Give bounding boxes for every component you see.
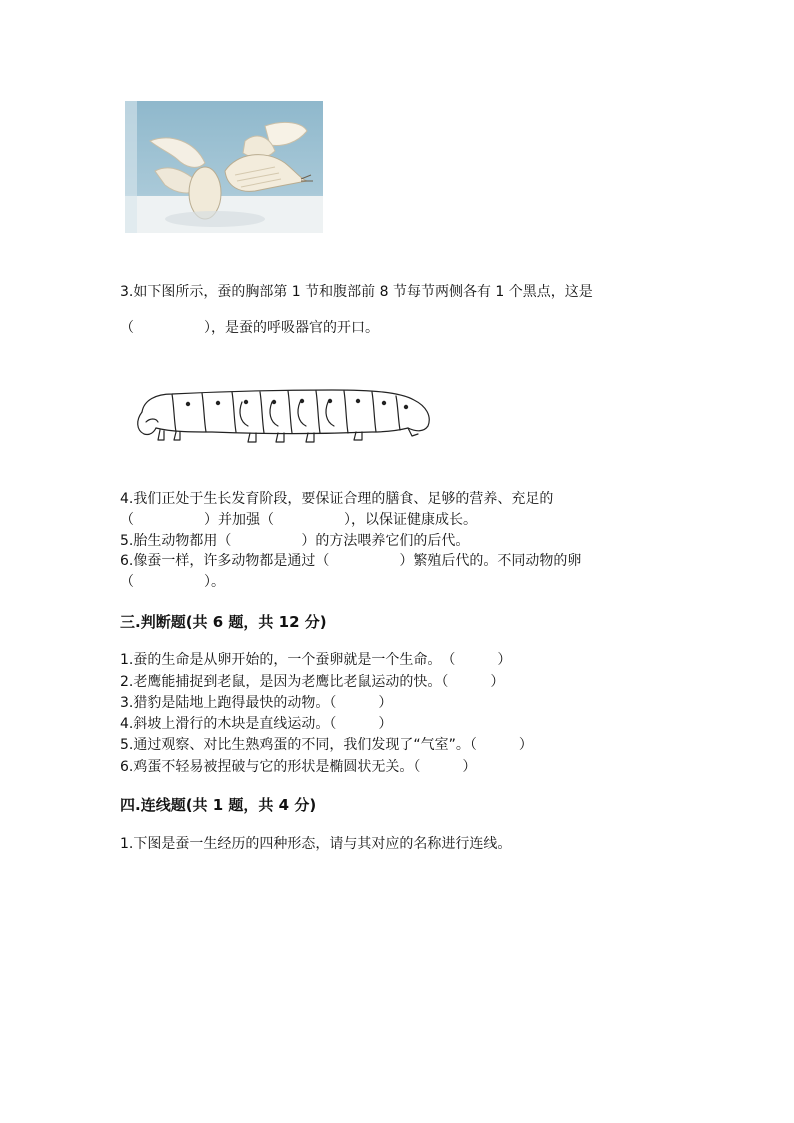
section-3-title: 三.判断题(共 6 题，共 12 分) <box>120 613 327 631</box>
matching-question-1: 1.下图是蚕一生经历的四种形态，请与其对应的名称进行连线。 <box>120 836 512 852</box>
question-6-line-1: 6.像蚕一样，许多动物都是通过（ ）繁殖后代的。不同动物的卵 <box>120 553 582 569</box>
question-5: 5.胎生动物都用（ ）的方法喂养它们的后代。 <box>120 533 470 549</box>
judge-item: 3.猎豹是陆地上跑得最快的动物。（ ） <box>120 695 393 711</box>
question-4-line-2: （ ）并加强（ ），以保证健康成长。 <box>120 512 477 528</box>
judge-item: 1.蚕的生命是从卵开始的，一个蚕卵就是一个生命。 （ ） <box>120 652 512 668</box>
question-6-line-2: （ ）。 <box>120 574 225 590</box>
silkworm-larva-line-drawing <box>132 382 432 446</box>
section-4-title: 四.连线题(共 1 题，共 4 分) <box>120 796 317 814</box>
question-3-line-2: （ ），是蚕的呼吸器官的开口。 <box>120 320 379 336</box>
judge-item: 4.斜坡上滑行的木块是直线运动。（ ） <box>120 716 393 732</box>
judge-item: 6.鸡蛋不轻易被捏破与它的形状是椭圆状无关。（ ） <box>120 759 477 775</box>
question-3-line-1: 3.如下图所示，蚕的胸部第 1 节和腹部前 8 节每节两侧各有 1 个黑点，这是 <box>120 284 593 300</box>
question-4-line-1: 4.我们正处于生长发育阶段，要保证合理的膳食、足够的营养、充足的 <box>120 491 554 507</box>
judge-item: 5.通过观察、对比生熟鸡蛋的不同，我们发现了“气室”。（ ） <box>120 737 533 753</box>
silkworm-moth-photo <box>125 101 323 233</box>
judge-item: 2.老鹰能捕捉到老鼠，是因为老鹰比老鼠运动的快。（ ） <box>120 674 505 690</box>
